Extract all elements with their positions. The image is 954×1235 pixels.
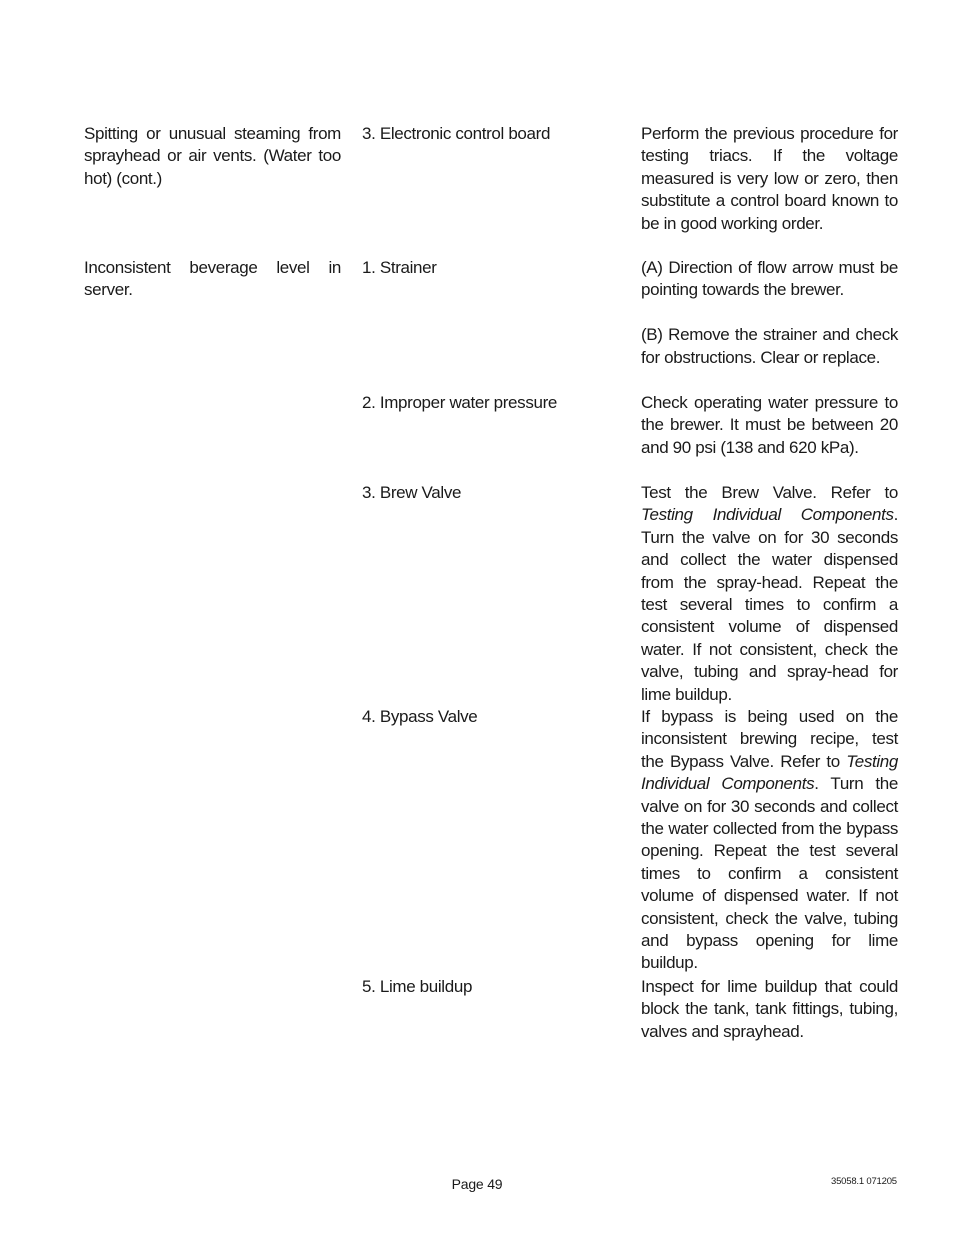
solution-text-after: . Turn the valve on for 30 seconds and collect the water collected from the bypass opening. Repeat the test several times to confirm a consistent volume of dispensed water. If not consistent, check the valve, tubing and bypass opening for lime buildup. xyxy=(641,774,899,973)
cause-text: 4. Bypass Valve xyxy=(362,707,478,726)
document-code: 35058.1 071205 xyxy=(831,1176,897,1187)
cause-text: 3. Brew Valve xyxy=(362,483,462,502)
cause-text: 5. Lime buildup xyxy=(362,977,473,996)
solution-paragraph: (B) Remove the strainer and check for obstructions. Clear or replace. xyxy=(641,325,898,367)
solution-paragraph xyxy=(641,482,898,706)
solution-text-before: If bypass is being used on the inconsistent brewing recipe, test the Bypass Valve. Refer to xyxy=(641,707,898,771)
solution-text xyxy=(641,976,898,1043)
solution-text xyxy=(641,123,898,235)
solution-paragraph: Perform the previous procedure for testing triacs. If the voltage measured is very low or zero, then substitute a control board known to be in good working order. xyxy=(641,124,898,233)
cause-text: 3. Electronic control board xyxy=(362,124,551,143)
cause-text: 1. Strainer xyxy=(362,258,437,277)
solution-text-after: . Turn the valve on for 30 seconds and collect the water dispensed from the spray-head. Repeat the test several times to confirm a consistent volume of dispensed water. If not consistent, check the valve, tubing and spray-head for lime buildup. xyxy=(641,505,898,704)
solution-text xyxy=(641,257,898,369)
problem-text: Spitting or unusual steaming from sprayhead or air vents. (Water too hot) (cont.) xyxy=(84,124,341,188)
problem-text: Inconsistent beverage level in server. xyxy=(84,258,341,300)
solution-paragraph: Check operating water pressure to the brewer. It must be between 20 and 90 psi (138 and 620 kPa). xyxy=(641,393,898,457)
manual-section-reference: Testing Individual Components xyxy=(641,751,898,794)
solution-text xyxy=(641,706,898,975)
manual-section-reference: Testing Individual Components xyxy=(641,505,894,525)
solution-text xyxy=(641,392,898,459)
solution-text-before: Test the Brew Valve. Refer to xyxy=(641,483,898,502)
page-number: Page 49 xyxy=(451,1176,503,1192)
solution-paragraph: Inspect for lime buildup that could block the tank, tank fittings, tubing, valves and sprayhead. xyxy=(641,977,898,1041)
solution-text xyxy=(641,482,898,706)
solution-paragraph: (A) Direction of flow arrow must be pointing towards the brewer. xyxy=(641,258,898,300)
solution-paragraph xyxy=(641,706,898,975)
cause-text: 2. Improper water pressure xyxy=(362,393,557,412)
